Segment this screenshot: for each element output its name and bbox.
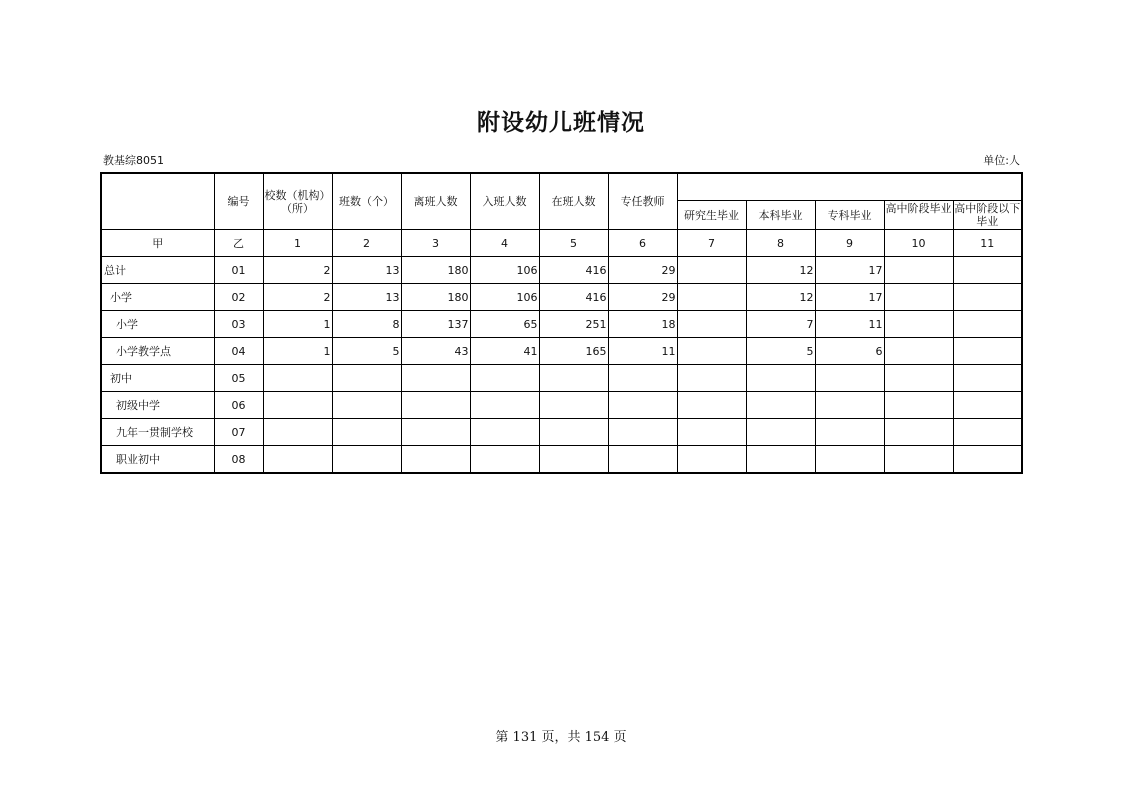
table-cell: [746, 392, 815, 419]
table-cell: [884, 446, 953, 474]
table-cell: [815, 446, 884, 474]
table-cell: [608, 419, 677, 446]
table-row: [101, 338, 1022, 365]
header-classes: 班数（个）: [332, 173, 401, 230]
index-cell: 2: [332, 230, 401, 257]
table-cell: 17: [815, 257, 884, 284]
table-cell: [884, 365, 953, 392]
table-cell: [332, 392, 401, 419]
table-cell: 11: [815, 311, 884, 338]
table-cell: 180: [401, 257, 470, 284]
row-code: 06: [214, 392, 263, 419]
table-cell: [953, 338, 1022, 365]
index-cell: 6: [608, 230, 677, 257]
index-row: [101, 230, 1022, 257]
table-row: [101, 311, 1022, 338]
table-cell: 12: [746, 257, 815, 284]
table-cell: [746, 365, 815, 392]
table-cell: [815, 365, 884, 392]
table-cell: 1: [263, 311, 332, 338]
table-cell: [884, 311, 953, 338]
table-cell: [884, 392, 953, 419]
index-cell: 7: [677, 230, 746, 257]
table-cell: 12: [746, 284, 815, 311]
table-row: [101, 419, 1022, 446]
table-cell: [884, 338, 953, 365]
table-cell: 13: [332, 257, 401, 284]
table-cell: [677, 446, 746, 474]
table-cell: 2: [263, 284, 332, 311]
table-cell: [677, 311, 746, 338]
table-cell: 2: [263, 257, 332, 284]
header-bachelor: 本科毕业: [746, 201, 815, 230]
index-cell: 11: [953, 230, 1022, 257]
table-cell: [539, 365, 608, 392]
table-cell: [470, 446, 539, 474]
table-cell: [815, 419, 884, 446]
index-cell: 8: [746, 230, 815, 257]
row-label: 职业初中: [101, 446, 214, 474]
table-cell: [608, 365, 677, 392]
table-cell: 18: [608, 311, 677, 338]
row-label: 总计: [101, 257, 214, 284]
table-row: [101, 365, 1022, 392]
table-cell: [677, 338, 746, 365]
table-cell: [263, 365, 332, 392]
table-cell: 5: [746, 338, 815, 365]
header-entered: 入班人数: [470, 173, 539, 230]
table-cell: [263, 392, 332, 419]
index-cell: 9: [815, 230, 884, 257]
table-cell: 7: [746, 311, 815, 338]
index-cell: 5: [539, 230, 608, 257]
header-schools: 校数（机构）（所）: [263, 173, 332, 230]
row-label: 小学教学点: [101, 338, 214, 365]
header-highschool: 高中阶段毕业: [884, 201, 953, 230]
table-cell: 41: [470, 338, 539, 365]
header-college: 专科毕业: [815, 201, 884, 230]
index-cell: 10: [884, 230, 953, 257]
table-cell: [953, 392, 1022, 419]
unit-label: 单位:人: [983, 154, 1020, 167]
table-cell: [884, 257, 953, 284]
table-cell: 8: [332, 311, 401, 338]
data-table: [100, 172, 1023, 474]
header-enrolled: 在班人数: [539, 173, 608, 230]
table-cell: [608, 446, 677, 474]
table-cell: [953, 284, 1022, 311]
table-cell: 251: [539, 311, 608, 338]
row-label: 初中: [101, 365, 214, 392]
table-cell: 17: [815, 284, 884, 311]
table-cell: 416: [539, 257, 608, 284]
index-cell: 4: [470, 230, 539, 257]
table-cell: 165: [539, 338, 608, 365]
table-cell: [884, 419, 953, 446]
table-cell: [677, 419, 746, 446]
index-cell: 甲: [101, 230, 214, 257]
table-cell: [470, 419, 539, 446]
table-cell: [953, 311, 1022, 338]
table-cell: [953, 419, 1022, 446]
table-cell: [539, 392, 608, 419]
table-cell: [401, 392, 470, 419]
table-row: [101, 257, 1022, 284]
table-cell: [401, 446, 470, 474]
table-cell: [332, 446, 401, 474]
page-footer: 第 131 页，共 154 页: [495, 730, 627, 745]
index-cell: 1: [263, 230, 332, 257]
header-below-highschool: 高中阶段以下毕业: [954, 202, 1021, 228]
table-cell: 137: [401, 311, 470, 338]
table-cell: 180: [401, 284, 470, 311]
table-cell: [332, 419, 401, 446]
table-cell: [608, 392, 677, 419]
table-cell: 106: [470, 284, 539, 311]
header-code: 编号: [214, 173, 263, 230]
table-cell: 13: [332, 284, 401, 311]
row-code: 04: [214, 338, 263, 365]
row-label: 小学: [101, 284, 214, 311]
table-cell: [677, 392, 746, 419]
table-row: [101, 446, 1022, 474]
table-cell: [746, 419, 815, 446]
header-group: [677, 173, 1022, 201]
table-cell: [539, 446, 608, 474]
table-cell: 6: [815, 338, 884, 365]
header-teachers: 专任教师: [608, 173, 677, 230]
table-cell: [263, 419, 332, 446]
table-cell: [539, 419, 608, 446]
table-cell: [884, 284, 953, 311]
table-cell: 106: [470, 257, 539, 284]
index-cell: 乙: [214, 230, 263, 257]
table-cell: [401, 365, 470, 392]
table-cell: 29: [608, 284, 677, 311]
table-cell: [677, 365, 746, 392]
table-cell: [815, 392, 884, 419]
row-label: 初级中学: [101, 392, 214, 419]
row-code: 03: [214, 311, 263, 338]
header-postgrad: 研究生毕业: [677, 201, 746, 230]
table-cell: 416: [539, 284, 608, 311]
table-row: [101, 284, 1022, 311]
index-cell: 3: [401, 230, 470, 257]
table-cell: [953, 365, 1022, 392]
table-cell: [746, 446, 815, 474]
table-cell: [401, 419, 470, 446]
table-cell: 11: [608, 338, 677, 365]
table-cell: 43: [401, 338, 470, 365]
row-code: 07: [214, 419, 263, 446]
table-cell: [263, 446, 332, 474]
row-label-header: [101, 173, 214, 230]
form-code: 教基综8051: [103, 154, 164, 167]
table-cell: 29: [608, 257, 677, 284]
row-label: 小学: [101, 311, 214, 338]
table-cell: [953, 446, 1022, 474]
row-code: 05: [214, 365, 263, 392]
table-cell: [470, 392, 539, 419]
table-cell: 5: [332, 338, 401, 365]
table-cell: [953, 257, 1022, 284]
table-cell: 65: [470, 311, 539, 338]
page-title: 附设幼儿班情况: [477, 110, 645, 136]
row-label: 九年一贯制学校: [101, 419, 214, 446]
table-cell: [332, 365, 401, 392]
row-code: 08: [214, 446, 263, 474]
header-left: 离班人数: [401, 173, 470, 230]
table-row: [101, 392, 1022, 419]
row-code: 02: [214, 284, 263, 311]
table-cell: [470, 365, 539, 392]
table-cell: 1: [263, 338, 332, 365]
row-code: 01: [214, 257, 263, 284]
table-cell: [677, 284, 746, 311]
table-cell: [677, 257, 746, 284]
